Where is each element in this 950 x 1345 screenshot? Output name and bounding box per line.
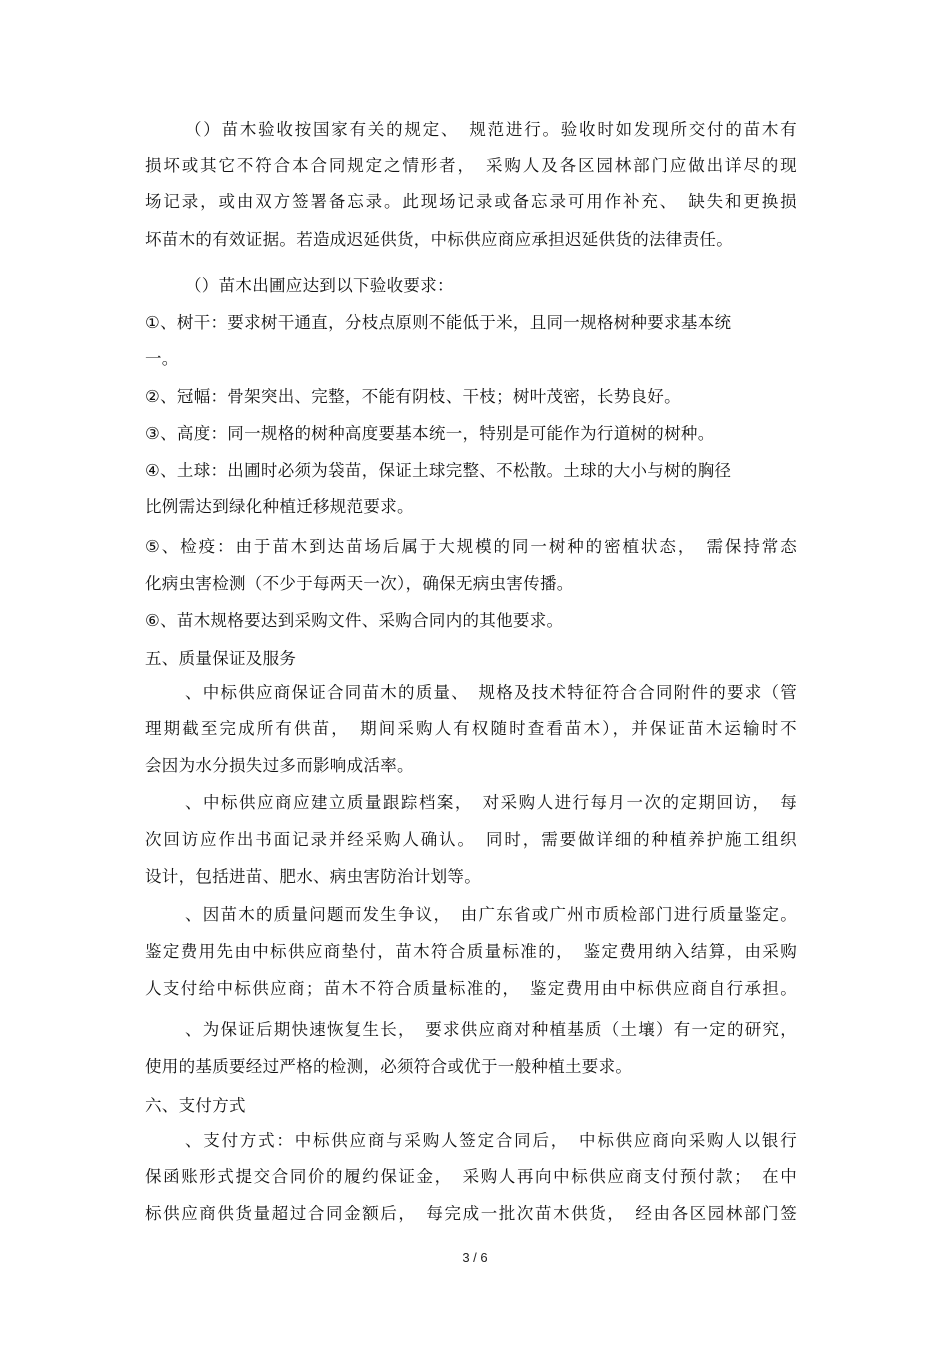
- paragraph-line: 坏苗木的有效证据。若造成迟延供货，中标供应商应承担迟延供货的法律责任。: [145, 230, 733, 249]
- paragraph-line: 标供应商供货量超过合同金额后， 每完成一批次苗木供货， 经由各区园林部门签: [145, 1204, 797, 1223]
- list-item-line: ②、冠幅：骨架突出、完整，不能有阴枝、干枝；树叶茂密，长势良好。: [145, 387, 681, 406]
- paragraph-line: 、支付方式：中标供应商与采购人签定合同后， 中标供应商向采购人以银行: [185, 1131, 797, 1150]
- list-item-line: ①、树干：要求树干通直，分枝点原则不能低于米，且同一规格树种要求基本统: [145, 313, 732, 332]
- list-item-line: 比例需达到绿化种植迁移规范要求。: [145, 497, 414, 516]
- paragraph-line: 损坏或其它不符合本合同规定之情形者， 采购人及各区园林部门应做出详尽的现: [145, 156, 797, 175]
- paragraph-line: （）苗木验收按国家有关的规定、 规范进行。验收时如发现所交付的苗木有: [185, 120, 797, 139]
- paragraph-line: 场记录，或由双方签署备忘录。此现场记录或备忘录可用作补充、 缺失和更换损: [145, 192, 797, 211]
- list-item-line: ③、高度：同一规格的树种高度要基本统一，特别是可能作为行道树的树种。: [145, 424, 715, 443]
- section-heading: 五、质量保证及服务: [145, 649, 297, 668]
- paragraph-line: 保函账形式提交合同价的履约保证金， 采购人再向中标供应商支付预付款； 在中: [145, 1167, 797, 1186]
- section-heading: 六、支付方式: [145, 1096, 246, 1115]
- paragraph-line: （）苗木出圃应达到以下验收要求：: [185, 276, 454, 295]
- paragraph-line: 鉴定费用先由中标供应商垫付，苗木符合质量标准的， 鉴定费用纳入结算，由采购: [145, 942, 797, 961]
- paragraph-line: 使用的基质要经过严格的检测，必须符合或优于一般种植土要求。: [145, 1057, 633, 1076]
- paragraph-line: 会因为水分损失过多而影响成活率。: [145, 756, 414, 775]
- paragraph-line: 次回访应作出书面记录并经采购人确认。 同时，需要做详细的种植养护施工组织: [145, 830, 797, 849]
- paragraph-line: 、为保证后期快速恢复生长， 要求供应商对种植基质（土壤）有一定的研究，: [185, 1020, 797, 1039]
- paragraph-line: 、中标供应商应建立质量跟踪档案， 对采购人进行每月一次的定期回访， 每: [185, 793, 797, 812]
- list-item-line: ④、土球：出圃时必须为袋苗，保证土球完整、不松散。土球的大小与树的胸径: [145, 461, 732, 480]
- paragraph-line: 人支付给中标供应商；苗木不符合质量标准的， 鉴定费用由中标供应商自行承担。: [145, 979, 797, 998]
- paragraph-line: 、因苗木的质量问题而发生争议， 由广东省或广州市质检部门进行质量鉴定。: [185, 905, 797, 924]
- list-item-line: ⑥、苗木规格要达到采购文件、采购合同内的其他要求。: [145, 611, 564, 630]
- list-item-line: 化病虫害检测（不少于每两天一次），确保无病虫害传播。: [145, 574, 574, 593]
- page-number: 3 / 6: [462, 1250, 488, 1265]
- paragraph-line: 、中标供应商保证合同苗木的质量、 规格及技术特征符合合同附件的要求（管: [185, 683, 797, 702]
- list-item-line: ⑤、检疫：由于苗木到达苗场后属于大规模的同一树种的密植状态， 需保持常态: [145, 537, 797, 556]
- list-item-line: 一。: [145, 349, 179, 368]
- paragraph-line: 设计，包括进苗、肥水、病虫害防治计划等。: [145, 867, 481, 886]
- paragraph-line: 理期截至完成所有供苗， 期间采购人有权随时查看苗木），并保证苗木运输时不: [145, 719, 797, 738]
